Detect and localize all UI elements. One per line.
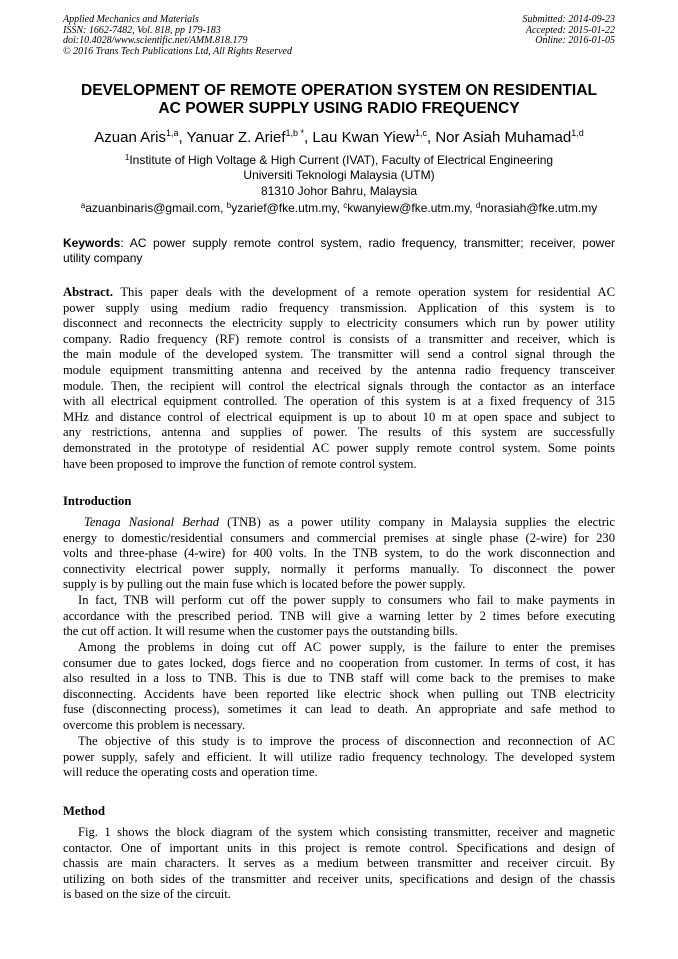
abstract-label: Abstract. [63,285,114,299]
paragraph-line: chassis are main characters. It serves as a medium between transmitter and receiver circuit. By [63,856,615,871]
email-address: $^a$azuanbinaris@gmail.com, [80,201,227,215]
abstract-line: module. Then, the recipient will control the electrical signals through the contactor as an interface [63,378,615,393]
abstract-line: demonstrated in the prototype of residential AC power supply remote control system. Some points [63,440,615,455]
method-heading: Method [63,804,105,818]
abstract-line: Abstract. This paper deals with the development of a remote operation system for residential AC [63,285,615,299]
paragraph-line: energy to domestic/residential consumers and commercial premises at single phase (2-wire) for 230 [63,530,615,545]
paragraph-line: Fig. 1 shows the block diagram of the system which consisting transmitter, receiver and magnetic [78,825,615,839]
paragraph-line: is based on the size of the circuit. [63,887,231,902]
journal-copyright: © 2016 Trans Tech Publications Ltd, All Rights Reserved [63,45,292,57]
author: Azuan Aris$^{1,a}$, [94,128,187,146]
paragraph-line: Among the problems in doing cut off AC power supply, is the failure to enter the premises [78,640,615,654]
author-list [20,124,658,147]
keywords-line-2: utility company [63,251,143,266]
paragraph-line: contactor. One of important units in this project is remote control. Specifications and design of [63,840,615,855]
paragraph-line: accordance with the prescribed period. TNB will give a warning letter by 2 times before executing [63,608,615,623]
abstract-line: any restrictions, antenna and supplies of power. The results of this system are successfully [63,425,615,440]
paragraph-line: volts and three-phase (4-wire) for 400 volts. In the TNB system, to do the work disconnection and [63,546,615,561]
abstract [63,285,615,472]
introduction-paragraph [63,734,615,781]
paragraph-line: will reduce the operating costs and operation time. [63,765,318,780]
keywords-line-1: Keywords: AC power supply remote control system, radio frequency, transmitter; receiver, power [63,236,615,250]
affiliation-line-2: Universiti Teknologi Malaysia (UTM) [243,168,435,183]
abstract-line: module equipment transmitting antenna and received by the antenna radio frequency transceiver [63,362,615,377]
paragraph-line: overcome this problem is necessary. [63,717,246,732]
journal-info [63,15,292,57]
keywords [63,236,615,267]
journal-name: Applied Mechanics and Materials [63,14,199,25]
paragraph-line: power supply, safely and efficient. It will utilize radio frequency technology. The developed system [63,749,615,764]
paper-title [40,82,638,118]
method-paragraph [63,825,615,903]
affiliation [40,150,638,199]
paragraph-line: fuse (disconnecting process), sometimes it can lead to death. An appropriate and safe method to [63,702,615,717]
introduction-heading: Introduction [63,494,132,508]
paragraph-line: supply is by pulling out the main fuse which is located before the power supply. [63,577,466,592]
publication-dates [523,15,616,47]
journal-issn: ISSN: 1662-7482, Vol. 818, pp 179-183 [63,24,221,36]
author: Yanuar Z. Arief$^{1,b *}$, [186,128,313,146]
date-online: Online: 2016-01-05 [535,35,615,47]
date-accepted: Accepted: 2015-01-22 [525,24,615,36]
introduction-paragraph [63,515,615,593]
abstract-line: disconnect and reconnects the electricity supply to electricity consumers which run by power utility [63,316,615,331]
paragraph-line: connectivity electrical power supply, normally it performs manually. To disconnect the power [63,561,615,576]
email-list [20,201,658,215]
abstract-line: power supply using medium radio frequency transmission. Application of this system is to [63,300,615,315]
date-submitted: Submitted: 2014-09-23 [522,14,615,25]
email-address: $^d$norasiah@fke.utm.my [475,201,598,215]
abstract-line: have been proposed to improve the function of remote control system. [63,456,417,471]
introduction-paragraph [63,593,615,640]
author: Nor Asiah Muhamad$^{1,d}$ [435,128,584,146]
paragraph-line: The objective of this study is to improve the process of disconnection and reconnection of AC [78,734,615,748]
introduction-paragraph [63,640,615,734]
email-address: $^c$kwanyiew@fke.utm.my, [343,201,476,215]
paragraph-line: utilizing on both sides of the transmitter and receiver units, specifications and design of the chassis [63,871,615,886]
title-line-1: DEVELOPMENT OF REMOTE OPERATION SYSTEM ON RESIDENTIAL [80,82,598,99]
abstract-line: with all electrical equipment controlled. The operation of this system is at a fixed frequency of 315 [63,394,615,409]
paragraph-line: the cut off action. It will resume when the customer pays the outstanding bills. [63,624,458,639]
title-line-2: AC POWER SUPPLY USING RADIO FREQUENCY [158,100,520,117]
abstract-line: company. Radio frequency (RF) remote control is consists of a transmitter and receiver, which is [63,331,615,346]
paragraph-line: also resulted in a loss to TNB. This is due to TNB staff will come back to the premises to make [63,671,615,686]
author: Lau Kwan Yiew$^{1,c}$, [312,128,436,146]
abstract-line: the main module of the developed system. The transmitter will send a control signal through the [63,347,615,362]
affiliation-line-3: 81310 Johor Bahru, Malaysia [260,183,418,198]
journal-doi: doi:10.4028/www.scientific.net/AMM.818.179 [63,35,248,47]
paragraph-line: consumer due to gates locked, dogs fierce and no cooperation from customer. In terms of cost, it has [63,655,615,670]
paragraph-line: Tenaga Nasional Berhad (TNB) as a power utility company in Malaysia supplies the electric [84,515,615,529]
keywords-label: Keywords [63,236,121,250]
paragraph-line: In fact, TNB will perform cut off the power supply to consumers who fail to make payments in [78,593,615,607]
abstract-line: MHz and distance control of electrical equipment is up to about 10 m at open space and subject to [63,409,615,424]
email-address: $^b$yzarief@fke.utm.my, [226,201,344,215]
affiliation-line-1: $^1$Institute of High Voltage & High Current (IVAT), Faculty of Electrical Engineering [124,153,554,167]
company-name: Tenaga Nasional Berhad [84,515,220,529]
paragraph-line: disconnecting. Accidents have been reported like electric shock when pulling out TNB electricity [63,686,615,701]
